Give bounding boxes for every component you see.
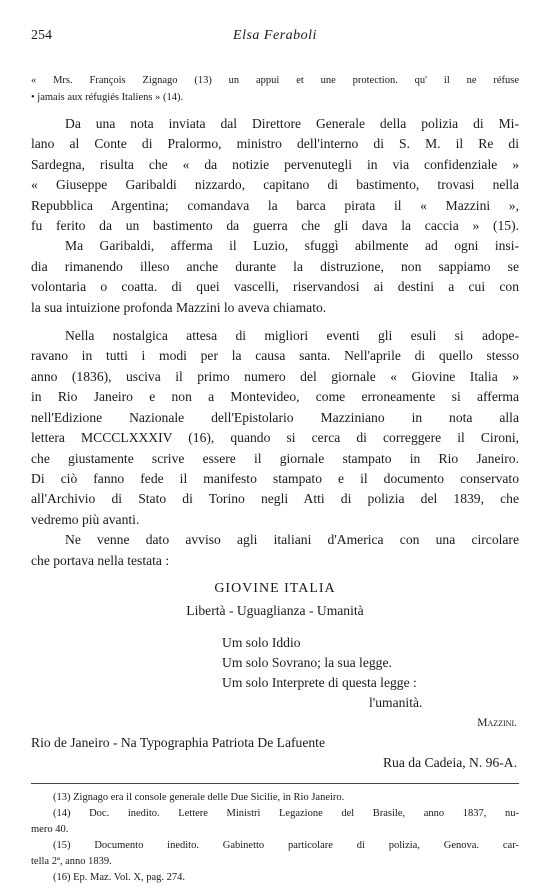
text-line: lettera MCCCLXXXIV (16), quando si cerca di correggere il Cironi,: [31, 430, 519, 446]
paragraph: [31, 114, 519, 318]
paragraph: [31, 326, 519, 530]
footnote-rule: [31, 783, 519, 784]
footnote: [31, 790, 519, 806]
running-title: Elsa Feraboli: [233, 28, 317, 43]
text-line: Ne venne dato avviso agli italiani d'America con una circolare: [65, 532, 519, 548]
text-line: « Mrs. François Zignago (13) un appui et une protection. qu' il ne réfuse: [31, 75, 519, 86]
footnote-line: (14) Doc. inedito. Lettere Ministri Legazione del Brasile, anno 1837, nu-: [53, 807, 519, 819]
text-line: che portava nella testata :: [31, 552, 170, 568]
footnote: [31, 870, 519, 886]
masthead-author: Mazzini.: [477, 716, 517, 729]
text-line: dia rimanendo illeso anche durante la distruzione, non sappiamo se: [31, 258, 519, 274]
footnote-line: (16) Ep. Maz. Vol. X, pag. 274.: [53, 871, 186, 883]
text-line: nell'Edizione Nazionale dell'Epistolario Mazziniano in nota alla: [31, 409, 519, 425]
verse-line: Um solo Iddio: [222, 634, 301, 650]
text-line: • jamais aux réfugiés Italiens » (14).: [31, 92, 184, 103]
text-line: lano al Conte di Pralormo, ministro dell'interno di S. M. il Re di: [31, 136, 519, 152]
footnote-line: mero 40.: [31, 823, 69, 835]
verse-line: Um solo Sovrano; la sua legge.: [222, 654, 392, 670]
text-line: anno (1836), usciva il primo numero del giornale « Giovine Italia »: [31, 368, 519, 384]
footnote-line: tella 2ª, anno 1839.: [31, 855, 112, 867]
page-header: [31, 28, 519, 48]
text-line: volontaria o coatta. di quei vascelli, riservandosi ai destini a cui con: [31, 279, 519, 295]
paragraph: [31, 530, 519, 571]
masthead-verses: [31, 633, 519, 693]
footnotes: [31, 790, 519, 886]
footnote-line: (13) Zignago era il console generale delle Due Sicilie, in Rio Janeiro.: [53, 791, 345, 803]
text-line: ravano in tutti i modi per la causa santa. Nell'aprile di quello stesso: [31, 348, 519, 364]
text-line: fu ferito da un bastimento da guerra che gli dava la caccia » (15).: [31, 218, 519, 234]
text-line: Ma Garibaldi, afferma il Luzio, sfuggì abilmente ad ogni insi-: [65, 238, 519, 254]
text-line: vedremo più avanti.: [31, 511, 140, 527]
verse-line: l'umanità.: [369, 694, 423, 710]
text-line: la sua intuizione profonda Mazzini lo aveva chiamato.: [31, 299, 327, 315]
text-line: che giustamente scrive essere il giornale stampato in Rio Janeiro.: [31, 450, 519, 466]
text-line: « Giuseppe Garibaldi nizzardo, capitano di bastimento, trovasi nella: [31, 177, 519, 193]
footnote: [31, 838, 519, 870]
page-number: 254: [31, 28, 52, 43]
text-line: in Rio Janeiro e non a Montevideo, come erroneamente si afferma: [31, 389, 519, 405]
text-line: Da una nota inviata dal Direttore Generale della polizia di Mi-: [65, 116, 519, 131]
masthead-motto: Libertà - Uguaglianza - Umanità: [186, 602, 364, 618]
text-line: all'Archivio di Stato di Torino negli Atti di polizia del 1839, che: [31, 491, 519, 507]
verse-line: Um solo Interprete di questa legge :: [222, 674, 417, 690]
page-body: [31, 72, 519, 886]
text-line: Sardegna, risulta che « da notizie pervenutegli in via confidenziale »: [31, 156, 519, 172]
masthead-title: GIOVINE ITALIA: [214, 580, 336, 596]
footnote: [31, 806, 519, 838]
imprint-line: Rio de Janeiro - Na Typographia Patriota De Lafuente: [31, 734, 325, 750]
text-line: Repubblica Argentina; comandava la barca pirata il « Mazzini »,: [31, 197, 519, 213]
quote-paragraph: [31, 72, 519, 106]
imprint-address: Rua da Cadeia, N. 96-A.: [382, 754, 517, 770]
text-line: Nella nostalgica attesa di migliori eventi gli esuli si adope-: [65, 328, 519, 344]
footnote-line: (15) Documento inedito. Gabinetto particolare di polizia, Genova. car-: [53, 839, 519, 851]
text-line: Di ciò fanno fede il manifesto stampato e il documento conservato: [31, 470, 519, 486]
